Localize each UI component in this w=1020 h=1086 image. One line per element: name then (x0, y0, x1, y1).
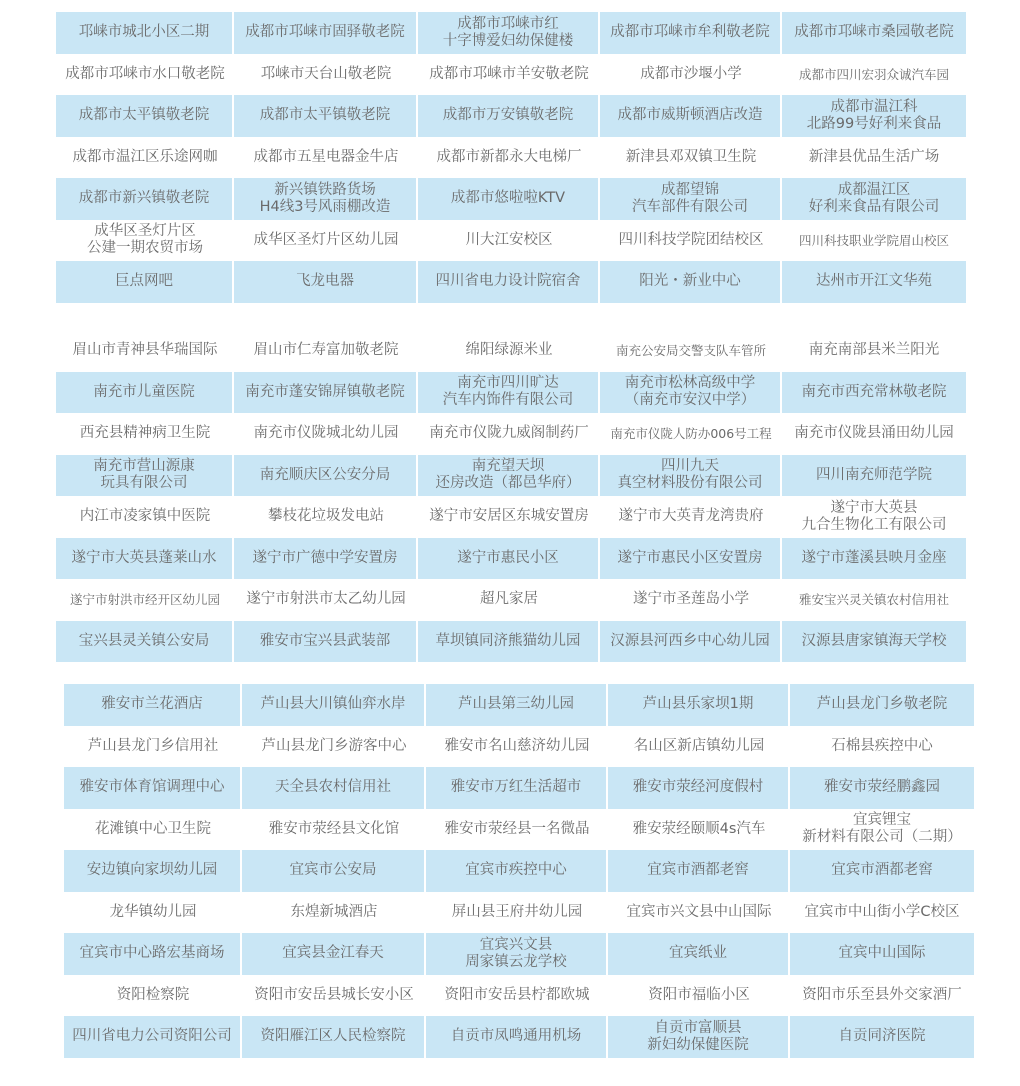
project-name-cell: 宜宾兴文县 周家镇云龙学校 (426, 933, 608, 975)
project-name-cell: 成都市悠啦啦KTV (418, 178, 600, 220)
project-name-cell: 内江市凌家镇中医院 (79, 508, 211, 525)
project-name-cell: 新兴镇铁路货场 H4线3号风雨棚改造 (234, 178, 418, 220)
project-row (56, 95, 966, 137)
project-name-cell: 资阳雁江区人民检察院 (242, 1016, 426, 1058)
project-row (56, 12, 966, 54)
project-name-cell: 成都市五星电器金牛店 (253, 148, 399, 165)
project-row (56, 330, 966, 372)
project-name-cell: 宜宾市酒都老窖 (790, 850, 974, 892)
project-row (64, 726, 974, 768)
project-name-cell: 南充南部县米兰阳光 (808, 342, 940, 359)
project-row (56, 220, 966, 262)
project-name-cell: 遂宁市射洪市经开区幼儿园 (69, 592, 220, 608)
project-row (64, 767, 974, 809)
project-name-cell: 成都市邛崃市固驿敬老院 (234, 12, 418, 54)
project-name-cell: 芦山县大川镇仙弈水岸 (242, 684, 426, 726)
project-name-cell: 南充市蓬安锦屏镇敬老院 (234, 372, 418, 414)
project-name-cell: 雅安宝兴灵关镇农村信用社 (798, 592, 949, 608)
project-name-cell: 芦山县龙门乡敬老院 (790, 684, 974, 726)
project-name-cell: 邛崃市天台山敬老院 (260, 65, 392, 82)
project-row (64, 933, 974, 975)
project-name-cell: 雅安市荥经鹏鑫园 (790, 767, 974, 809)
project-name-cell: 龙华镇幼儿园 (109, 903, 197, 920)
project-name-cell: 雅安市荥经河度假村 (608, 767, 790, 809)
project-name-cell: 芦山县龙门乡信用社 (87, 737, 219, 754)
project-name-cell: 雅安市兰花酒店 (64, 684, 242, 726)
project-name-cell: 芦山县乐家坝1期 (608, 684, 790, 726)
project-name-cell: 遂宁市大英县蓬莱山水 (56, 538, 234, 580)
project-name-cell: 四川南充师范学院 (782, 455, 966, 497)
project-name-cell: 遂宁市安居区东城安置房 (429, 508, 589, 525)
project-name-cell: 南充市营山源康 玩具有限公司 (56, 455, 234, 497)
project-row (56, 137, 966, 179)
project-name-cell: 芦山县龙门乡游客中心 (261, 737, 407, 754)
project-name-cell: 巨点网吧 (56, 261, 234, 303)
project-name-cell: 汉源县河西乡中心幼儿园 (600, 621, 782, 663)
project-name-cell: 成都市新都永大电梯厂 (436, 148, 582, 165)
project-name-cell: 成都市太平镇敬老院 (234, 95, 418, 137)
project-name-cell: 成都市新兴镇敬老院 (56, 178, 234, 220)
project-name-cell: 屏山县王府井幼儿园 (451, 903, 583, 920)
project-name-cell: 成都市太平镇敬老院 (56, 95, 234, 137)
project-name-cell: 阳光・新业中心 (600, 261, 782, 303)
project-name-cell: 四川九天 真空材料股份有限公司 (600, 455, 782, 497)
project-name-cell: 石棉县疾控中心 (831, 737, 933, 754)
project-name-cell: 雅安市万红生活超市 (426, 767, 608, 809)
project-name-cell: 遂宁市惠民小区 (418, 538, 600, 580)
project-name-cell: 资阳市安岳县城长安小区 (254, 986, 414, 1003)
project-name-cell: 成都市邛崃市水口敬老院 (65, 65, 225, 82)
project-name-cell: 宜宾市兴文县中山国际 (626, 903, 772, 920)
project-name-cell: 成都市温江区乐途网咖 (72, 148, 218, 165)
project-name-cell: 新津县优品生活广场 (808, 148, 940, 165)
project-name-cell: 飞龙电器 (234, 261, 418, 303)
project-row (64, 975, 974, 1017)
project-name-cell: 名山区新店镇幼儿园 (633, 737, 765, 754)
project-list-section-1 (56, 12, 966, 303)
project-name-cell: 宜宾市中山街小学C校区 (804, 903, 960, 920)
project-row (64, 892, 974, 934)
project-name-cell: 资阳市安岳县柠都欧城 (444, 986, 590, 1003)
project-name-cell: 攀枝花垃圾发电站 (268, 508, 384, 525)
project-name-cell: 达州市开江文华苑 (782, 261, 966, 303)
project-name-cell: 南充市仪陇人防办006号工程 (610, 426, 772, 442)
project-list-section-2 (56, 330, 966, 662)
project-row (64, 809, 974, 851)
project-row (56, 372, 966, 414)
project-name-cell: 南充顺庆区公安分局 (234, 455, 418, 497)
project-name-cell: 成华区圣灯片区 公建一期农贸市场 (87, 223, 203, 257)
project-row (56, 538, 966, 580)
project-row (56, 413, 966, 455)
project-name-cell: 遂宁市圣莲岛小学 (633, 591, 749, 608)
project-name-cell: 宜宾县金江春天 (242, 933, 426, 975)
project-row (64, 1016, 974, 1058)
project-name-cell: 自贡市凤鸣通用机场 (426, 1016, 608, 1058)
project-name-cell: 南充市西充常林敬老院 (782, 372, 966, 414)
project-name-cell: 成都市万安镇敬老院 (418, 95, 600, 137)
project-name-cell: 成都温江区 好利来食品有限公司 (782, 178, 966, 220)
project-name-cell: 邛崃市城北小区二期 (56, 12, 234, 54)
project-row (56, 496, 966, 538)
project-name-cell: 南充望天坝 还房改造（都邑华府） (418, 455, 600, 497)
project-row (56, 579, 966, 621)
project-name-cell: 宜宾中山国际 (790, 933, 974, 975)
project-name-cell: 南充市仪陇城北幼儿园 (253, 425, 399, 442)
project-name-cell: 宜宾市公安局 (242, 850, 426, 892)
project-name-cell: 资阳市乐至县外交家酒厂 (802, 986, 962, 1003)
project-name-cell: 西充县精神病卫生院 (79, 425, 211, 442)
project-name-cell: 南充市仪陇九威阁制药厂 (429, 425, 589, 442)
project-row (56, 455, 966, 497)
project-name-cell: 遂宁市广德中学安置房 (234, 538, 418, 580)
project-name-cell: 遂宁市蓬溪县映月金座 (782, 538, 966, 580)
project-name-cell: 南充市松林高级中学 （南充市安汉中学） (600, 372, 782, 414)
project-name-cell: 成都市邛崃市桑园敬老院 (782, 12, 966, 54)
project-name-cell: 雅安荥经颐顺4s汽车 (632, 820, 766, 837)
project-name-cell: 草坝镇同济熊猫幼儿园 (418, 621, 600, 663)
project-name-cell: 成都市四川宏羽众诚汽车园 (798, 66, 949, 82)
project-name-cell: 成都市威斯顿酒店改造 (600, 95, 782, 137)
project-name-cell: 成都望锦 汽车部件有限公司 (600, 178, 782, 220)
project-name-cell: 宜宾市中心路宏基商场 (64, 933, 242, 975)
project-name-cell: 花滩镇中心卫生院 (95, 820, 211, 837)
project-name-cell: 宝兴县灵关镇公安局 (56, 621, 234, 663)
project-name-cell: 遂宁市射洪市太乙幼儿园 (246, 591, 406, 608)
project-name-cell: 东煌新城酒店 (290, 903, 378, 920)
project-name-cell: 四川科技学院团结校区 (618, 231, 764, 248)
project-name-cell: 雅安市体育馆调理中心 (64, 767, 242, 809)
project-name-cell: 汉源县唐家镇海天学校 (782, 621, 966, 663)
project-name-cell: 四川省电力设计院宿舍 (418, 261, 600, 303)
project-name-cell: 成都市温江科 北路99号好利来食品 (782, 95, 966, 137)
project-name-cell: 雅安市名山慈济幼儿园 (444, 737, 590, 754)
project-name-cell: 四川科技职业学院眉山校区 (798, 232, 949, 248)
project-name-cell: 遂宁市大英县 九合生物化工有限公司 (801, 499, 947, 533)
project-name-cell: 成都市邛崃市牟利敬老院 (600, 12, 782, 54)
project-list-section-3 (64, 684, 974, 1058)
project-name-cell: 南充市儿童医院 (56, 372, 234, 414)
project-name-cell: 成华区圣灯片区幼儿园 (253, 231, 399, 248)
project-row (56, 178, 966, 220)
project-name-cell: 芦山县第三幼儿园 (426, 684, 608, 726)
project-name-cell: 雅安市荥经县文化馆 (268, 820, 400, 837)
project-name-cell: 自贡同济医院 (790, 1016, 974, 1058)
project-name-cell: 南充公安局交警支队车管所 (615, 343, 766, 359)
project-name-cell: 成都市邛崃市羊安敬老院 (429, 65, 589, 82)
project-name-cell: 川大江安校区 (465, 231, 553, 248)
project-name-cell: 宜宾市酒都老窖 (608, 850, 790, 892)
project-row (64, 850, 974, 892)
project-name-cell: 天全县农村信用社 (242, 767, 426, 809)
project-name-cell: 超凡家居 (480, 591, 538, 608)
project-name-cell: 遂宁市大英青龙湾贵府 (618, 508, 764, 525)
project-name-cell: 资阳市福临小区 (648, 986, 750, 1003)
project-name-cell: 安边镇向家坝幼儿园 (64, 850, 242, 892)
project-name-cell: 眉山市仁寿富加敬老院 (253, 342, 399, 359)
project-name-cell: 新津县邓双镇卫生院 (625, 148, 757, 165)
project-name-cell: 遂宁市惠民小区安置房 (600, 538, 782, 580)
project-name-cell: 四川省电力公司资阳公司 (64, 1016, 242, 1058)
project-row (56, 54, 966, 96)
project-name-cell: 南充市四川旷达 汽车内饰件有限公司 (418, 372, 600, 414)
project-name-cell: 眉山市青神县华瑞国际 (72, 342, 218, 359)
project-name-cell: 绵阳绿源米业 (465, 342, 553, 359)
project-name-cell: 成都市沙堰小学 (640, 65, 742, 82)
project-name-cell: 资阳检察院 (116, 986, 190, 1003)
project-row (64, 684, 974, 726)
project-name-cell: 雅安市宝兴县武装部 (234, 621, 418, 663)
project-name-cell: 雅安市荥经县一名微晶 (444, 820, 590, 837)
project-row (56, 621, 966, 663)
project-name-cell: 南充市仪陇县涌田幼儿园 (794, 425, 954, 442)
project-name-cell: 宜宾锂宝 新材料有限公司（二期） (802, 812, 962, 846)
project-name-cell: 宜宾市疾控中心 (426, 850, 608, 892)
project-row (56, 261, 966, 303)
project-name-cell: 自贡市富顺县 新妇幼保健医院 (608, 1016, 790, 1058)
project-name-cell: 宜宾纸业 (608, 933, 790, 975)
project-name-cell: 成都市邛崃市红 十字博爱妇幼保健楼 (418, 12, 600, 54)
